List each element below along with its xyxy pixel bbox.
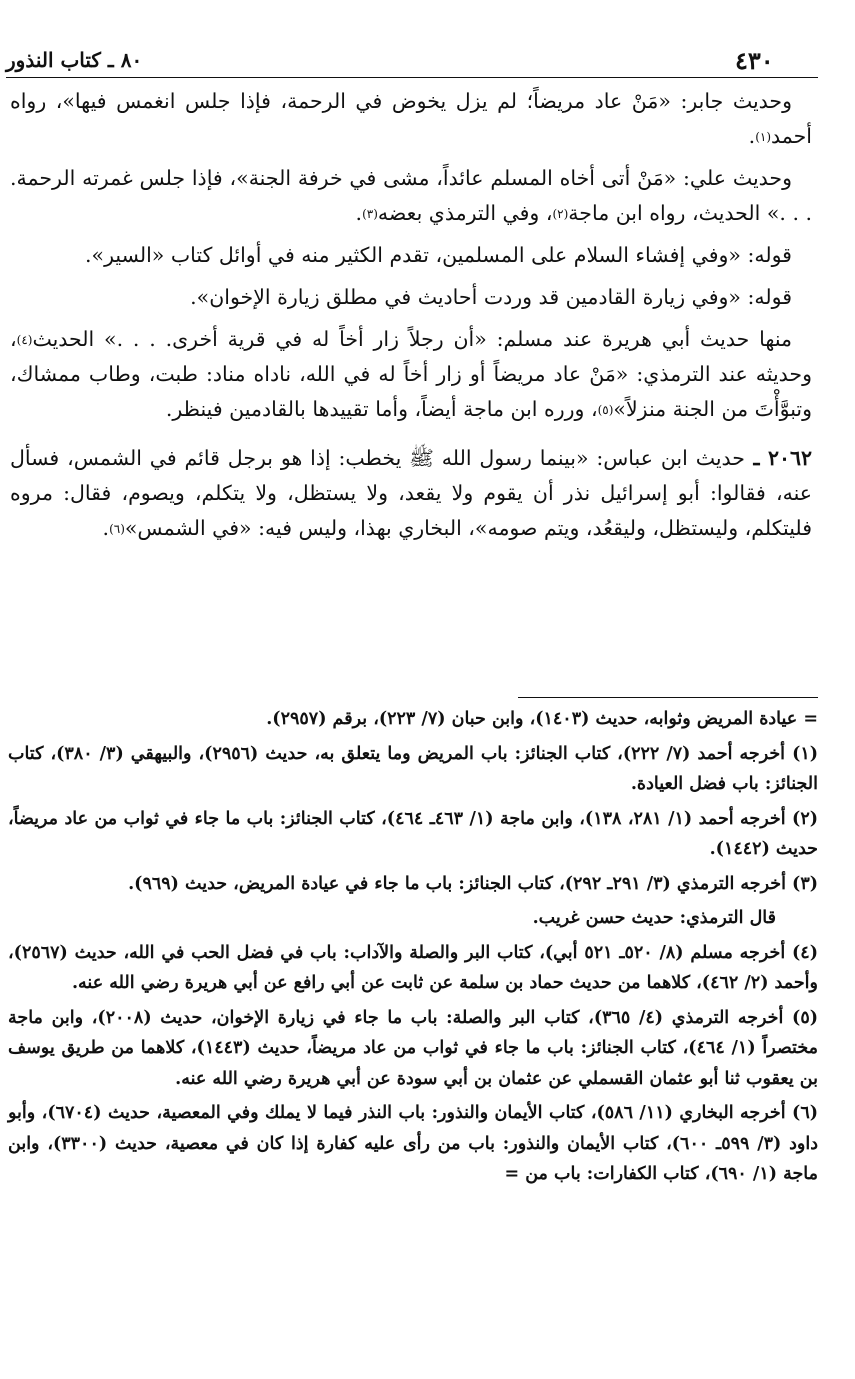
footnote-5: (٥) أخرجه الترمذي (٤/ ٣٦٥)، كتاب البر والصلة: باب ما جاء في زيارة الإخوان، حديث (٢٠٠٨)، وابن ماجة مختصراً (١/ ٤٦٤)، كتاب الجنائز: باب ما جاء في ثواب من عاد مريضاً، حديث (١٤٤٣)، كلاهما من طريق يوسف بن يعقوب ثنا أبو عثمان القسملي عن عثمان بن أبي سودة عن أبي هريرة رضي الله عنه. <box>8 1007 819 1089</box>
footnote-continuation: = عيادة المريض وثوابه، حديث (١٤٠٣)، وابن حبان (٧/ ٢٢٣)، برقم (٢٩٥٧). <box>266 709 818 729</box>
paragraph-jabir: وحديث جابر: «مَنْ عاد مريضاً؛ لم يزل يخوض في الرحمة، فإذا جلس انغمس فيها»، رواه أحمد$^{(١)}$. <box>10 89 812 148</box>
hadith-number: ٢٠٦٢ <box>767 446 812 470</box>
footnote-6: (٦) أخرجه البخاري (١١/ ٥٨٦)، كتاب الأيمان والنذور: باب النذر فيما لا يملك وفي المعصية، حديث (٦٧٠٤)، وأبو داود (٣/ ٥٩٩ـ ٦٠٠)، كتاب الأيمان والنذور: باب من رأى عليه كفارة إذا كان في معصية، حديث (٣٣٠٠)، وابن ماجة (١/ ٦٩٠)، كتاب الكفارات: باب من = <box>8 1103 818 1184</box>
footnote-3: (٣) أخرجه الترمذي (٣/ ٢٩١ـ ٢٩٢)، كتاب الجنائز: باب ما جاء في عيادة المريض، حديث (٩٦٩). <box>128 873 818 894</box>
footnote-1: (١) أخرجه أحمد (٧/ ٢٢٢)، كتاب الجنائز: باب المريض وما يتعلق به، حديث (٢٩٥٦)، والبيهقي (٣/ ٣٨٠)، كتاب الجنائز: باب فضل العيادة. <box>8 743 819 794</box>
paragraph-hadith-2062: ٢٠٦٢ ـ حديث ابن عباس: «بينما رسول الله ﷺ يخطب: إذا هو برجل قائم في الشمس، فسأل عنه، فقالوا: أبو إسرائيل نذر أن يقوم ولا يقعد، ولا يستظل، ولا يتكلم، ويصوم، فقال: مروه فليتكلم، وليستظل، وليقعُد، ويتم صومه»، البخاري بهذا، وليس فيه: «في الشمس»$^{(٦)}$. <box>10 446 812 540</box>
running-title: ٨٠ ـ كتاب النذور <box>6 48 143 72</box>
paragraph-ali: وحديث علي: «مَنْ أتى أخاه المسلم عائداً، مشى في خرفة الجنة»، فإذا جلس غمرته الرحمة. . . .» الحديث، رواه ابن ماجة$^{(٢)}$، وفي الترمذي بعضه$^{(٣)}$. <box>10 166 812 225</box>
main-text <box>10 84 812 546</box>
page-number: ٤٣٠ <box>735 46 774 75</box>
footnote-ref-5: (٥) <box>597 403 614 417</box>
footnote-ref-4: (٤) <box>16 333 33 347</box>
footnotes <box>8 704 818 1194</box>
footnote-ref-6: (٦) <box>109 522 125 536</box>
footnote-2: (٢) أخرجه أحمد (١/ ٢٨١، ١٣٨)، وابن ماجة (١/ ٤٦٣ـ ٤٦٤)، كتاب الجنائز: باب ما جاء في ثواب من عاد مريضاً، حديث (١٤٤٢). <box>8 808 818 859</box>
paragraph-ziyara: قوله: «وفي زيارة القادمين قد وردت أحاديث في مطلق زيارة الإخوان». <box>190 285 792 309</box>
paragraph-abu-hurayra: منها حديث أبي هريرة عند مسلم: «أن رجلاً زار أخاً له في قرية أخرى. . . .» الحديث$^{(٤)}$، وحديثه عند الترمذي: «مَنْ عاد مريضاً أو زار أخاً له في الله، ناداه مناد: طبت، وطاب ممشاك، وتبوَّأْتَ من الجنة منزلاً»$^{(٥)}$، ورره ابن ماجة أيضاً، وأما تقييدها بالقادمين فينظر. <box>10 327 812 421</box>
footnote-3-note: قال الترمذي: حديث حسن غريب. <box>532 908 776 928</box>
footnote-ref-2: (٢) <box>552 207 569 221</box>
paragraph-salam: قوله: «وفي إفشاء السلام على المسلمين، تقدم الكثير منه في أوائل كتاب «السير». <box>85 243 792 267</box>
page-header <box>6 44 818 78</box>
footnote-ref-1: (١) <box>755 130 772 144</box>
footnote-ref-3: (٣) <box>362 207 378 221</box>
header-rule <box>6 77 818 78</box>
footnote-separator <box>518 697 818 698</box>
footnote-4: (٤) أخرجه مسلم (٨/ ٥٢٠ـ ٥٢١ أبي)، كتاب البر والصلة والآداب: باب في فضل الحب في الله، حديث (٢٥٦٧)، وأحمد (٢/ ٤٦٢)، كلاهما من حديث حماد بن سلمة عن ثابت عن أبي رافع عن أبي هريرة رضي الله عنه. <box>8 942 818 993</box>
